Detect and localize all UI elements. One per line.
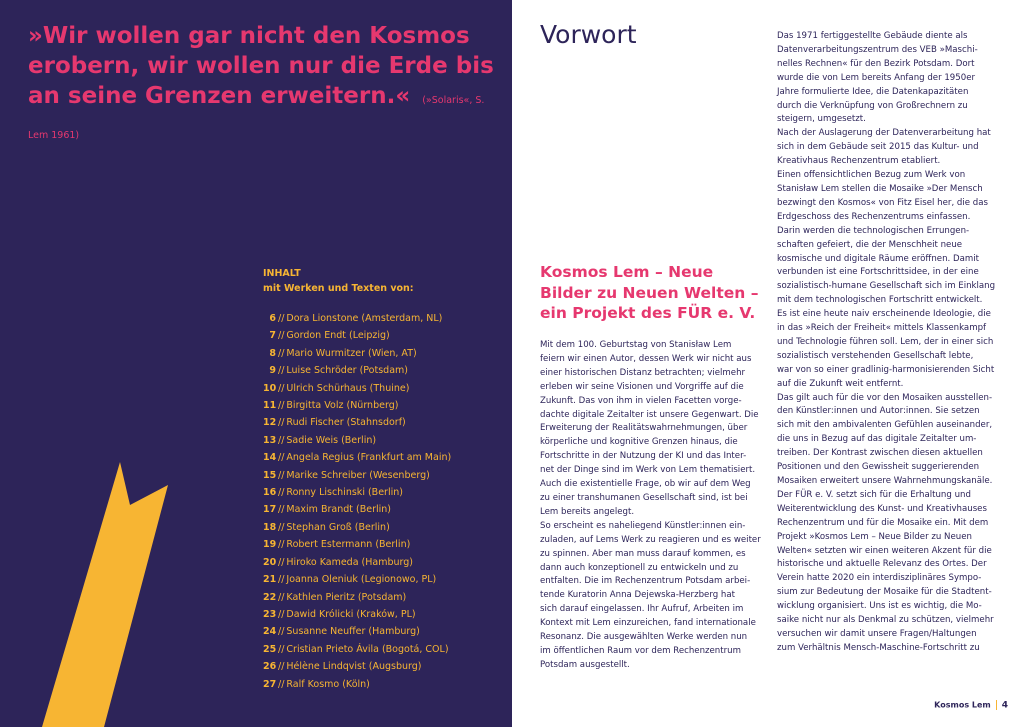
toc-page-number: 14 — [263, 452, 277, 464]
toc-page-number: 22 — [263, 591, 277, 603]
yellow-ribbon — [42, 462, 168, 727]
toc-page-number: 20 — [263, 556, 277, 568]
text-line: zum Verhältnis Mensch-Maschine-Fortschritt zu — [777, 642, 980, 653]
toc-entry-name: Rudi Fischer (Stahnsdorf) — [286, 417, 406, 429]
text-line: schaften gefeiert, die der Menschheit neue — [777, 239, 963, 250]
text-line: entfalten. Die im Rechenzentrum Potsdam arbei- — [540, 576, 751, 587]
text-line: zu spinnen. Aber man muss darauf kommen, es — [540, 548, 746, 559]
toc-separator: // — [278, 434, 285, 446]
toc-separator: // — [278, 382, 285, 394]
text-line: Erweiterung der Realitätswahrnehmungen, über — [540, 423, 748, 434]
text-line: Projekt »Kosmos Lem – Neue Bilder zu Neuen — [777, 531, 972, 542]
toc-page-number: 15 — [263, 469, 277, 481]
text-line: So erscheint es naheliegend Künstler:innen ein- — [540, 520, 746, 531]
text-line: den Künstler:innen und Autor:innen. Sie setzen — [777, 406, 980, 417]
toc-entry-name: Dawid Królicki (Kraków, PL) — [286, 608, 416, 620]
text-line: Darin werden die technologischen Errungen- — [777, 225, 970, 236]
toc-separator: // — [278, 469, 285, 481]
text-line: Rechenzentrum und für die Mosaike ein. Mit dem — [777, 517, 989, 528]
toc-entry — [263, 310, 503, 327]
toc-page-number: 25 — [263, 643, 277, 655]
toc-entry — [263, 414, 503, 431]
toc-page-number: 24 — [263, 626, 277, 638]
text-line: versuchen wir damit unsere Fragen/Haltungen — [777, 628, 977, 639]
toc-page-number: 19 — [263, 539, 277, 551]
toc-page-number: 27 — [263, 678, 277, 690]
quote-text: »Wir wollen gar nicht den Kosmos erobern, wir wollen nur die Erde bis an seine Grenzen erweitern.« — [28, 23, 494, 109]
section-heading: Kosmos Lem – Neue Bilder zu Neuen Welten – ein Projekt des FÜR e. V. — [540, 263, 759, 322]
toc-separator: // — [278, 574, 285, 586]
text-line: auf die Zukunft weit entfernt. — [777, 378, 904, 389]
page-footer — [934, 700, 1008, 711]
toc-page-number: 11 — [263, 400, 277, 412]
text-line: Potsdam ausgestellt. — [540, 659, 630, 670]
toc-heading: INHALT — [263, 268, 301, 279]
toc-entry-name: Birgitta Volz (Nürnberg) — [286, 400, 399, 412]
text-line: tende Kuratorin Anna Dejewska-Herzberg hat — [540, 590, 735, 601]
page-number: 4 — [1001, 700, 1008, 711]
text-line: Auch die existentielle Frage, ob wir auf dem Weg — [540, 479, 751, 490]
toc-entry-name: Maxim Brandt (Berlin) — [286, 504, 391, 516]
toc-entry — [263, 571, 503, 588]
toc-entry-name: Luise Schröder (Potsdam) — [286, 365, 408, 377]
toc-separator: // — [278, 347, 285, 359]
toc-entry — [263, 606, 503, 623]
text-line: Kreativhaus Rechenzentrum etabliert. — [777, 156, 941, 167]
toc-page-number: 13 — [263, 434, 277, 446]
toc-entry — [263, 641, 503, 658]
toc-separator: // — [278, 539, 285, 551]
toc-entry — [263, 467, 503, 484]
text-line: Zukunft. Das von ihm in vielen Facetten vorge- — [540, 395, 742, 406]
text-line: Verein hatte 2020 ein interdisziplinäres Sympo- — [777, 573, 982, 584]
toc-entry-name: Cristian Prieto Ávila (Bogotá, COL) — [286, 643, 449, 655]
toc-entry — [263, 380, 503, 397]
toc-separator: // — [278, 400, 285, 412]
text-line: Kontext mit Lem einzureichen, fand internationale — [540, 618, 756, 629]
text-line: Welten« setzten wir einen weiteren Akzent für die — [777, 545, 992, 556]
toc-entry-name: Stephan Groß (Berlin) — [286, 521, 390, 533]
toc-entry — [263, 623, 503, 640]
text-line: körperliche und kognitive Grenzen hinaus, die — [540, 437, 738, 448]
text-line: wurde die von Lem bereits Anfang der 1950er — [777, 72, 976, 83]
toc-page-number: 26 — [263, 661, 277, 673]
text-line: historische und aktuelle Relevanz des Ortes. Der — [777, 559, 987, 570]
toc-separator: // — [278, 591, 285, 603]
text-line: sich mit den ambivalenten Gefühlen auseinander, — [777, 420, 993, 431]
text-line: zu einer transhumanen Gesellschaft sind, ist bei — [540, 492, 748, 503]
text-line: sozialistisch-humane Gesellschaft sich im Einklang — [777, 281, 996, 292]
footer-divider — [996, 700, 997, 710]
text-line: durch die Verknüpfung von Großrechnern zu — [777, 100, 968, 111]
toc-page-number: 10 — [263, 382, 277, 394]
text-line: steigern, umgesetzt. — [777, 114, 866, 125]
toc-separator: // — [278, 313, 285, 324]
toc-entry — [263, 536, 503, 553]
toc-entry — [263, 484, 503, 501]
toc-entry-name: Mario Wurmitzer (Wien, AT) — [286, 347, 417, 359]
toc-page-number: 17 — [263, 504, 277, 516]
toc-separator: // — [278, 626, 285, 638]
text-line: wicklung organisiert. Uns ist es wichtig, die Mo- — [777, 601, 982, 612]
toc-separator: // — [278, 504, 285, 516]
toc-entry-name: Hiroko Kameda (Hamburg) — [286, 556, 414, 568]
toc-entry-name: Hélène Lindqvist (Augsburg) — [286, 661, 422, 673]
text-line: bezwingt den Kosmos« von Fitz Eisel her, die das — [777, 197, 988, 208]
toc-separator: // — [278, 608, 285, 620]
text-line: sozialistisch verstehenden Gesellschaft lebte, — [777, 350, 974, 361]
text-line: Das 1971 fertiggestellte Gebäude diente als — [777, 31, 968, 41]
toc-entry — [263, 519, 503, 536]
toc-page-number: 9 — [269, 365, 276, 377]
text-line: Stanisław Lem stellen die Mosaike »Der Mensch — [777, 183, 983, 194]
toc-separator: // — [278, 643, 285, 655]
toc-entry — [263, 501, 503, 518]
toc-entry-name: Ronny Lischinski (Berlin) — [286, 487, 403, 499]
toc-entry — [263, 589, 503, 606]
toc-separator: // — [278, 330, 285, 342]
text-line: dachte digitale Zeitalter ist unsere Gegenwart. Die — [540, 409, 759, 420]
toc-page-number: 21 — [263, 574, 277, 586]
toc-separator: // — [278, 521, 285, 533]
toc-list — [263, 310, 503, 693]
toc-entry — [263, 362, 503, 379]
text-line: Datenverarbeitungszentrum des VEB »Maschi- — [777, 44, 978, 55]
text-line: und Technologie führen soll. Lem, der in einer sich — [777, 336, 994, 347]
toc-entry-name: Ulrich Schürhaus (Thuine) — [286, 382, 410, 394]
text-line: Mit dem 100. Geburtstag von Stanisław Lem — [540, 340, 732, 350]
text-line: Mosaiken erweitert unsere Wahrnehmungskanäle. — [777, 476, 993, 486]
toc-separator: // — [278, 678, 285, 690]
toc-separator: // — [278, 452, 285, 464]
text-line: einer historischen Distanz betrachten; vielmehr — [540, 367, 746, 378]
text-line: Das gilt auch für die vor den Mosaiken ausstellen- — [777, 392, 993, 403]
toc-page-number: 8 — [269, 347, 276, 359]
text-line: Resonanz. Die ausgewählten Werke werden nun — [540, 632, 748, 643]
text-line: saike nicht nur als Denkmal zu schützen, vielmehr — [777, 615, 994, 626]
toc-entry-name: Ralf Kosmo (Köln) — [286, 678, 370, 690]
toc-entry-name: Susanne Neuffer (Hamburg) — [286, 626, 420, 638]
toc-entry — [263, 658, 503, 675]
text-line: erleben wir seine Visionen und Vorgriffe auf die — [540, 381, 744, 392]
text-line: Es ist eine heute naiv erscheinende Ideologie, die — [777, 309, 991, 320]
toc-entry-name: Marike Schreiber (Wesenberg) — [286, 469, 430, 481]
toc-page-number: 6 — [269, 313, 276, 324]
toc-entry — [263, 676, 503, 693]
toc-entry — [263, 449, 503, 466]
text-line: zuladen, auf Lems Werk zu reagieren und es weiter — [540, 534, 761, 545]
toc-entry-name: Robert Estermann (Berlin) — [286, 539, 411, 551]
toc-entry-name: Joanna Oleniuk (Legionowo, PL) — [286, 574, 437, 586]
toc-subheading: mit Werken und Texten von: — [263, 283, 414, 294]
text-line: Lem bereits angelegt. — [540, 506, 635, 517]
toc-page-number: 16 — [263, 487, 277, 499]
toc-separator: // — [278, 417, 285, 429]
text-line: treiben. Der Kontrast zwischen diesen aktuellen — [777, 448, 983, 459]
body-column-left — [540, 339, 766, 673]
toc-entry — [263, 432, 503, 449]
text-line: dann auch konzeptionell zu entwickeln und zu — [540, 562, 739, 573]
toc-page-number: 7 — [269, 330, 276, 342]
text-line: sich in dem Gebäude seit 2015 das Kultur- und — [777, 142, 979, 153]
text-line: Weiterentwicklung des Kunst- und Kreativhauses — [777, 503, 987, 514]
toc-entry-name: Kathlen Pieritz (Potsdam) — [286, 591, 407, 603]
quote-source: (»Solaris«, S. Lem 1961) — [28, 95, 485, 141]
toc-page-number: 12 — [263, 417, 277, 429]
table-of-contents — [263, 266, 503, 693]
toc-separator: // — [278, 487, 285, 499]
text-line: Jahre formulierte Idee, die Datenkapazitäten — [777, 86, 969, 97]
text-line: im öffentlichen Raum vor dem Rechenzentrum — [540, 645, 741, 656]
toc-separator: // — [278, 365, 285, 377]
toc-entry — [263, 554, 503, 571]
toc-page-number: 18 — [263, 521, 277, 533]
text-line: Einen offensichtlichen Bezug zum Werk von — [777, 170, 966, 181]
text-line: war von so einer gradlinig-harmonisierenden Sicht — [777, 364, 995, 375]
toc-entry — [263, 327, 503, 344]
text-line: mit dem technologischen Fortschritt entwickelt. — [777, 295, 983, 306]
text-line: Der FÜR e. V. setzt sich für die Erhaltung und — [777, 489, 971, 500]
toc-separator: // — [278, 661, 285, 673]
text-line: Positionen und den Gewissheit suggerierenden — [777, 462, 980, 473]
text-line: Nach der Auslagerung der Datenverarbeitung hat — [777, 128, 991, 139]
text-line: in das »Reich der Freiheit« mittels Klassenkampf — [777, 323, 987, 334]
text-line: kosmische und digitale Räume eröffnen. Damit — [777, 253, 979, 264]
text-line: Erdgeschoss des Rechenzentrums einfassen. — [777, 211, 971, 222]
toc-entry-name: Gordon Endt (Leipzig) — [286, 330, 390, 342]
toc-entry-name: Dora Lionstone (Amsterdam, NL) — [286, 313, 443, 324]
text-line: die uns in Bezug auf das digitale Zeitalter um- — [777, 434, 977, 445]
text-line: Fortschritte in der Nutzung der KI und das Inter- — [540, 451, 747, 462]
body-column-right — [777, 30, 1009, 656]
toc-page-number: 23 — [263, 608, 277, 620]
toc-entry — [263, 397, 503, 414]
text-line: verbunden ist eine Fortschrittsidee, in der eine — [777, 267, 979, 278]
text-line: sich darauf eingelassen. Ihr Aufruf, Arbeiten im — [540, 604, 744, 615]
footer-label: Kosmos Lem — [934, 700, 991, 710]
text-line: net der Dinge sind im Werk von Lem thematisiert. — [540, 465, 756, 476]
toc-entry-name: Sadie Weis (Berlin) — [286, 434, 377, 446]
toc-entry-name: Angela Regius (Frankfurt am Main) — [286, 452, 452, 464]
page-title: Vorwort — [540, 20, 637, 49]
toc-entry — [263, 345, 503, 362]
toc-separator: // — [278, 556, 285, 568]
text-line: sium zur Bedeutung der Mosaike für die Stadtent- — [777, 587, 992, 598]
text-line: feiern wir einen Autor, dessen Werk wir nicht aus — [540, 353, 752, 364]
text-line: nelles Rechnen« für den Bezirk Potsdam. Dort — [777, 58, 975, 69]
